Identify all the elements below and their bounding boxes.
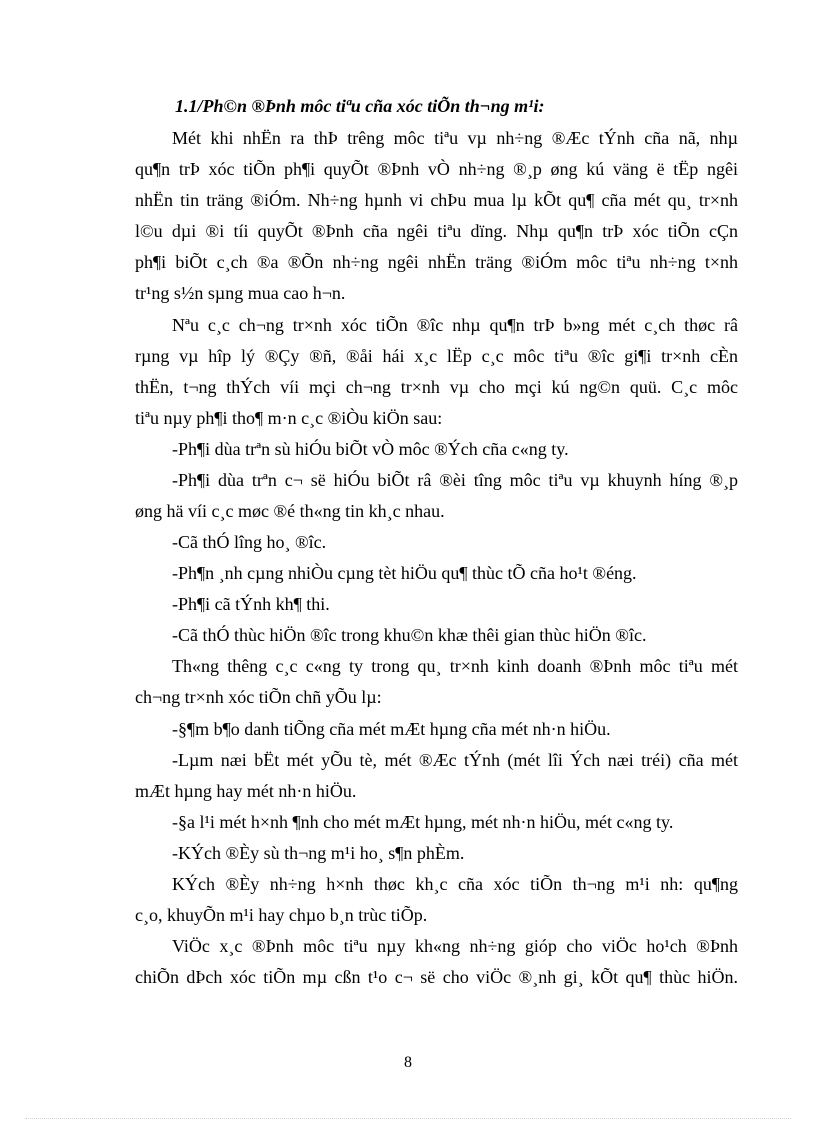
text-line: c¸o, khuyÕn m¹i hay chµo b¸n trùc tiÕp. (135, 905, 428, 925)
text-line: øng hä víi c¸c møc ®é th«ng tin kh¸c nhau. (135, 501, 445, 521)
text-line: ViÖc x¸c ®Þnh môc tiªu nµy kh«ng nh÷ng gióp cho viÖc ho¹ch ®Þnh (172, 936, 738, 956)
text-line: -Ph¶i dùa trªn c¬ së hiÓu biÕt râ ®èi tîng môc tiªu vµ khuynh híng ®¸p (172, 470, 738, 490)
text-line: l©u dµi ®i tíi quyÕt ®Þnh cña ngêi tiªu dïng. Nhµ qu¶n trÞ xóc tiÕn cÇn (135, 221, 738, 241)
text-line: -Ph¶i dùa trªn sù hiÓu biÕt vÒ môc ®Ých cña c«ng ty. (172, 439, 569, 459)
text-line: ch¬ng tr×nh xóc tiÕn chñ yÕu lµ: (135, 687, 382, 707)
text-line: thËn, t¬ng thÝch víi mçi ch¬ng tr×nh vµ cho mçi kú ng©n quü. C¸c môc (135, 377, 738, 397)
footer-divider (25, 1118, 791, 1119)
text-line: -Lµm næi bËt mét yÕu tè, mét ®Æc tÝnh (mét lîi Ých næi tréi) cña mét (172, 750, 738, 770)
text-line: tr¹ng s½n sµng mua cao h¬n. (135, 283, 346, 303)
text-line: -§a l¹i mét h×nh ¶nh cho mét mÆt hµng, mét nh·n hiÖu, mét c«ng ty. (172, 812, 674, 832)
text-line: nhËn tin träng ®iÓm. Nh÷ng hµnh vi chÞu mua lµ kÕt qu¶ cña mét qu¸ tr×nh (135, 190, 738, 210)
text-line: -KÝch ®Èy sù th¬ng m¹i ho¸ s¶n phÈm. (172, 843, 465, 863)
text-line: Mét khi nhËn ra thÞ trêng môc tiªu vµ nh÷ng ®Æc tÝnh cña nã, nhµ (172, 128, 738, 148)
text-line: qu¶n trÞ xóc tiÕn ph¶i quyÕt ®Þnh vÒ nh÷ng ®¸p øng kú väng ë tËp ngêi (135, 159, 738, 179)
text-line: chiÕn dÞch xóc tiÕn mµ cßn t¹o c¬ së cho viÖc ®¸nh gi¸ kÕt qu¶ thùc hiÖn. (135, 967, 738, 987)
section-heading: 1.1/Ph©n ®Þnh môc tiªu cña xóc tiÕn th¬ng m¹i: (175, 96, 545, 116)
page-number: 8 (404, 1054, 412, 1071)
text-line: -Cã thÓ thùc hiÖn ®îc trong khu©n khæ thêi gian thùc hiÖn ®îc. (172, 625, 647, 645)
text-line: -Ph¶i cã tÝnh kh¶ thi. (172, 594, 330, 614)
text-line: rµng vµ hîp lý ®Çy ®ñ, ®åi hái x¸c lËp c¸c môc tiªu ®îc gi¶i tr×nh cÈn (135, 346, 738, 366)
text-line: Th«ng thêng c¸c c«ng ty trong qu¸ tr×nh kinh doanh ®Þnh môc tiªu mét (172, 656, 738, 676)
text-line: -Cã thÓ lîng ho¸ ®îc. (172, 532, 327, 552)
text-line: Nªu c¸c ch¬ng tr×nh xóc tiÕn ®îc nhµ qu¶n trÞ b»ng mét c¸ch thøc râ (172, 315, 738, 335)
text-line: ph¶i biÕt c¸ch ®a ®Õn nh÷ng ngêi nhËn träng ®iÓm môc tiªu nh÷ng t×nh (135, 252, 738, 272)
text-line: -§¶m b¶o danh tiÕng cña mét mÆt hµng cña mét nh·n hiÖu. (172, 719, 611, 739)
text-line: KÝch ®Èy nh÷ng h×nh thøc kh¸c cña xóc tiÕn th¬ng m¹i nh: qu¶ng (172, 874, 738, 894)
text-line: tiªu nµy ph¶i tho¶ m·n c¸c ®iÒu kiÖn sau: (135, 408, 443, 428)
text-line: mÆt hµng hay mét nh·n hiÖu. (135, 781, 357, 801)
text-line: -Ph¶n ¸nh cµng nhiÒu cµng tèt hiÖu qu¶ thùc tÕ cña ho¹t ®éng. (172, 563, 637, 583)
